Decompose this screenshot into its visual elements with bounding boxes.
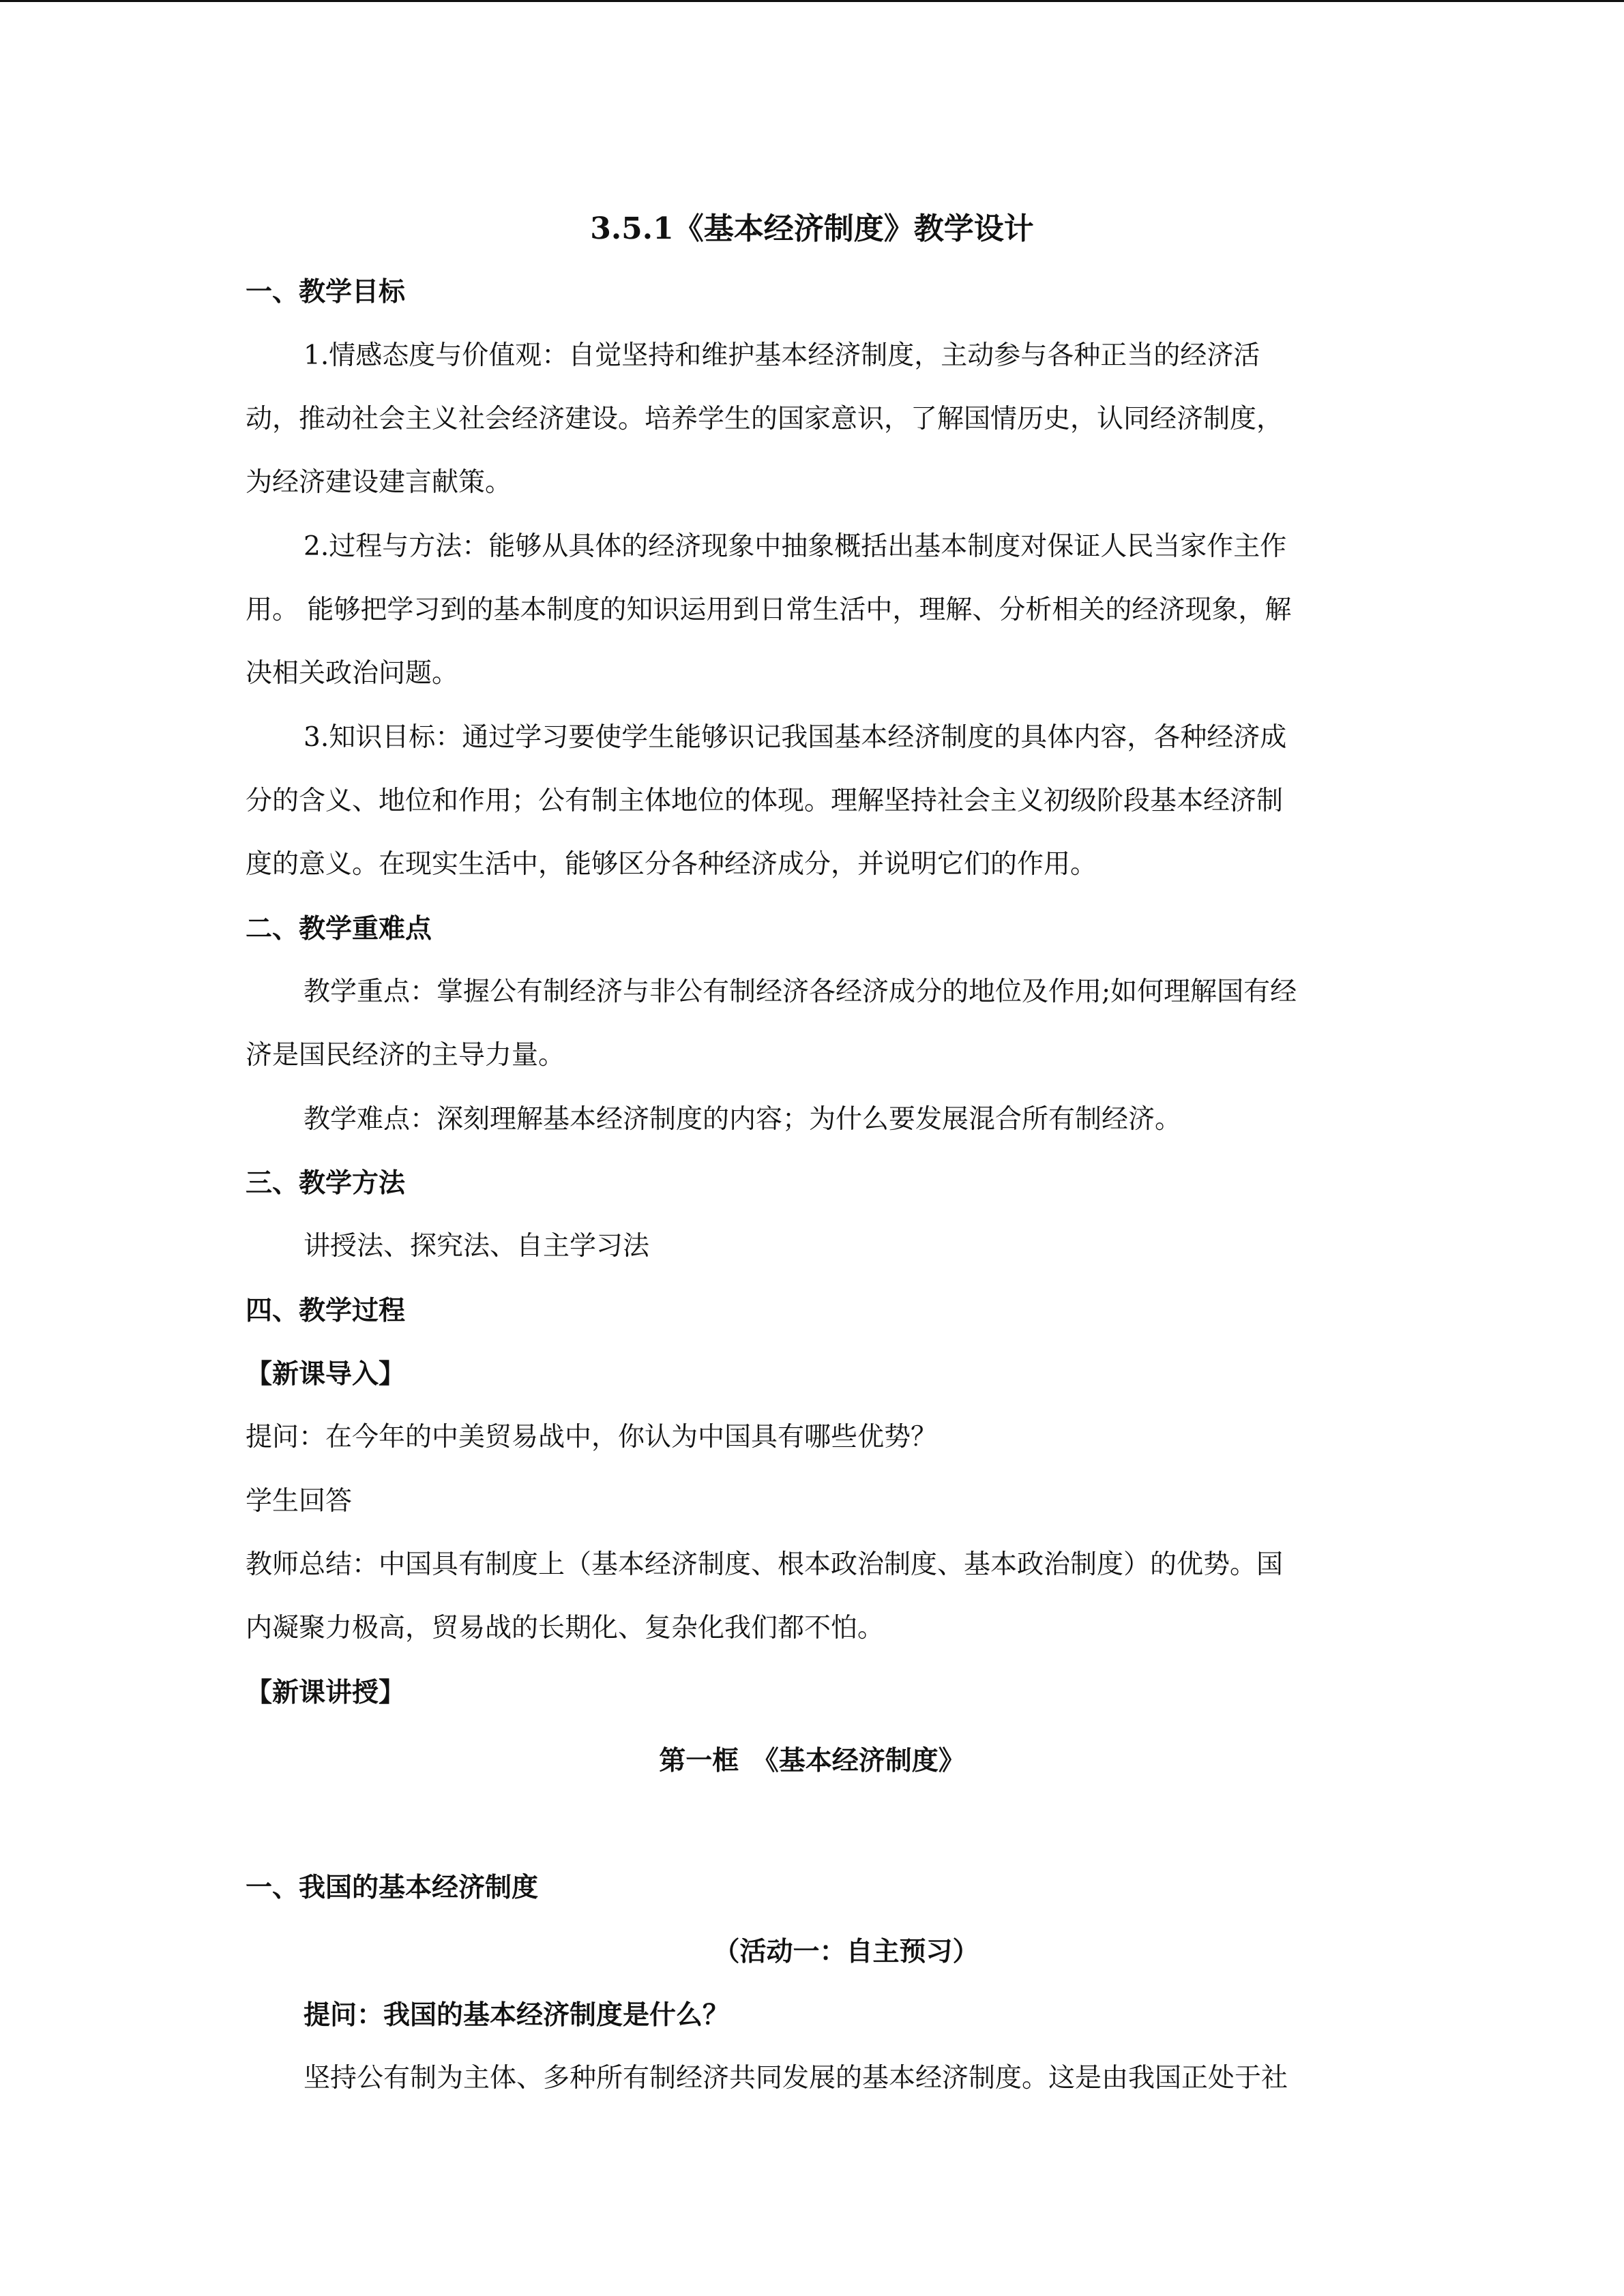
teacher-summary-line-2: 内凝聚力极高，贸易战的长期化、复杂化我们都不怕。 [246,1613,885,1643]
difficulty-line: 教学难点：深刻理解基本经济制度的内容；为什么要发展混合所有制经济。 [304,1104,1182,1135]
top-border [0,0,1624,2]
lecture-label: 【新课讲授】 [246,1677,406,1708]
intro-label: 【新课导入】 [246,1358,406,1390]
objective-1-line-3: 为经济建设建言献策。 [246,467,512,498]
section-heading-methods: 三、教学方法 [246,1167,406,1199]
objective-3-line-1: 3.知识目标：通过学习要使学生能够识记我国基本经济制度的具体内容，各种经济成 [304,722,1287,753]
methods-text: 讲授法、探究法、自主学习法 [304,1231,650,1262]
objective-2-line-2: 用。 能够把学习到的基本制度的知识运用到日常生活中，理解、分析相关的经济现象，解 [246,595,1292,625]
objective-1-line-2: 动，推动社会主义社会经济建设。培养学生的国家意识，了解国情历史，认同经济制度， [246,404,1284,434]
section-heading-process: 四、教学过程 [246,1295,406,1326]
objective-3-line-3: 度的意义。在现实生活中，能够区分各种经济成分，并说明它们的作用。 [246,849,1097,880]
document-title: 3.5.1《基本经济制度》教学设计 [590,211,1034,246]
objective-1-line-1: 1.情感态度与价值观：自觉坚持和维护基本经济制度，主动参与各种正当的经济活 [304,340,1260,371]
subsection-heading-basic-system: 一、我国的基本经济制度 [246,1872,539,1903]
objective-2-line-3: 决相关政治问题。 [246,658,459,689]
activity-question: 提问：我国的基本经济制度是什么？ [304,1999,730,2031]
objective-2-line-1: 2.过程与方法：能够从具体的经济现象中抽象概括出基本制度对保证人民当家作主作 [304,531,1287,562]
section-heading-objectives: 一、教学目标 [246,276,406,308]
intro-question: 提问：在今年的中美贸易战中，你认为中国具有哪些优势？ [246,1422,938,1452]
student-answer: 学生回答 [246,1486,353,1517]
section-heading-key-points: 二、教学重难点 [246,913,432,944]
teacher-summary-line-1: 教师总结：中国具有制度上（基本经济制度、根本政治制度、基本政治制度）的优势。国 [246,1549,1284,1580]
frame-title: 第一框 《基本经济制度》 [659,1745,965,1776]
activity-title: （活动一：自主预习） [713,1936,979,1967]
objective-3-line-2: 分的含义、地位和作用；公有制主体地位的体现。理解坚持社会主义初级阶段基本经济制 [246,786,1284,816]
focus-line-2: 济是国民经济的主导力量。 [246,1040,565,1071]
focus-line-1: 教学重点：掌握公有制经济与非公有制经济各经济成分的地位及作用;如何理解国有经 [304,976,1297,1007]
activity-answer-line-1: 坚持公有制为主体、多种所有制经济共同发展的基本经济制度。这是由我国正处于社 [304,2063,1288,2093]
